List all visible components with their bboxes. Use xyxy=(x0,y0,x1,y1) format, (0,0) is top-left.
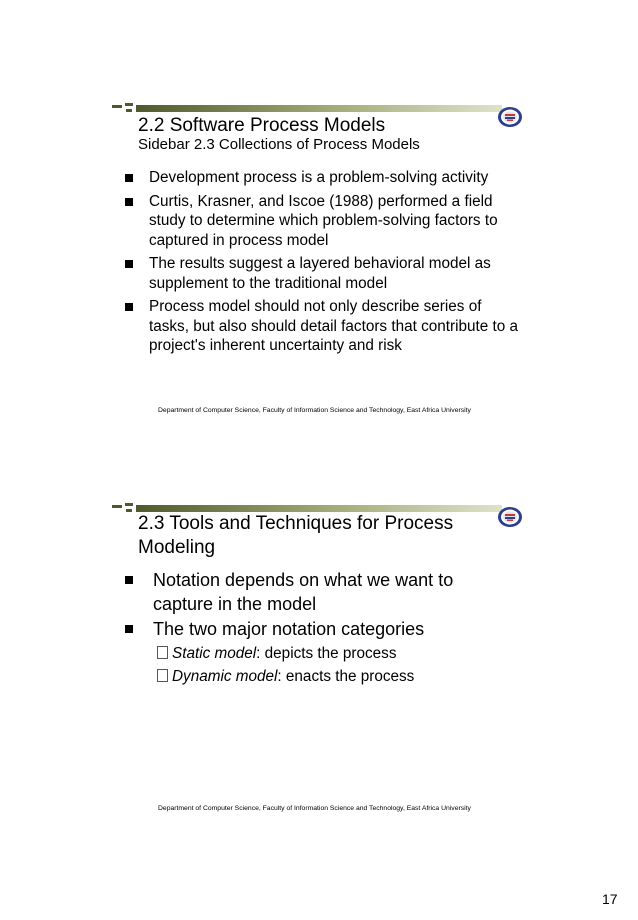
bullet-text: Notation depends on what we want to capture in the model xyxy=(153,570,454,614)
university-seal-icon xyxy=(497,106,523,128)
sub-bullet-term: Static model xyxy=(172,645,257,662)
square-bullet-icon xyxy=(125,303,133,311)
bullet-text: The two major notation categories xyxy=(153,619,425,639)
square-bullet-icon xyxy=(125,625,133,633)
bullet-text: Development process is a problem-solving activity xyxy=(149,169,489,186)
bullet-item xyxy=(125,297,525,356)
sub-bullet-item xyxy=(125,665,485,688)
checkbox-icon xyxy=(157,669,168,682)
sub-bullet-text: : depicts the process xyxy=(256,645,397,662)
slide-subtitle: Sidebar 2.3 Collections of Process Models xyxy=(138,136,420,153)
square-bullet-icon xyxy=(125,198,133,206)
bullet-item xyxy=(125,254,525,293)
bullet-text: The results suggest a layered behavioral model as supplement to the traditional model xyxy=(149,255,491,292)
bullet-text: Process model should not only describe series of tasks, but also should detail factors that contribute to a project's inherent uncertainty and risk xyxy=(149,298,519,354)
page-number: 17 xyxy=(602,891,618,907)
sub-bullet-term: Dynamic model xyxy=(172,668,278,685)
slide-footer: Department of Computer Science, Faculty of Information Science and Technology, East Africa University xyxy=(158,407,471,414)
checkbox-icon xyxy=(157,646,168,659)
square-bullet-icon xyxy=(125,576,133,584)
bullet-list xyxy=(125,568,485,688)
sub-bullet-text: : enacts the process xyxy=(277,668,415,685)
slide-title: 2.2 Software Process Models xyxy=(138,115,386,136)
square-bullet-icon xyxy=(125,260,133,268)
university-seal-icon xyxy=(497,506,523,528)
title-accent-bar xyxy=(112,95,504,115)
sub-bullet-item xyxy=(125,642,485,665)
square-bullet-icon xyxy=(125,174,133,182)
bullet-item xyxy=(125,192,525,251)
bullet-item xyxy=(125,568,485,616)
slide-title: 2.3 Tools and Techniques for Process Modeling xyxy=(138,513,454,558)
bullet-item xyxy=(125,168,525,188)
slide-footer: Department of Computer Science, Faculty of Information Science and Technology, East Africa University xyxy=(158,805,471,812)
bullet-text: Curtis, Krasner, and Iscoe (1988) performed a field study to determine which problem-solving factors to captured in process model xyxy=(149,192,498,249)
bullet-item xyxy=(125,617,485,641)
bullet-list xyxy=(125,168,525,360)
